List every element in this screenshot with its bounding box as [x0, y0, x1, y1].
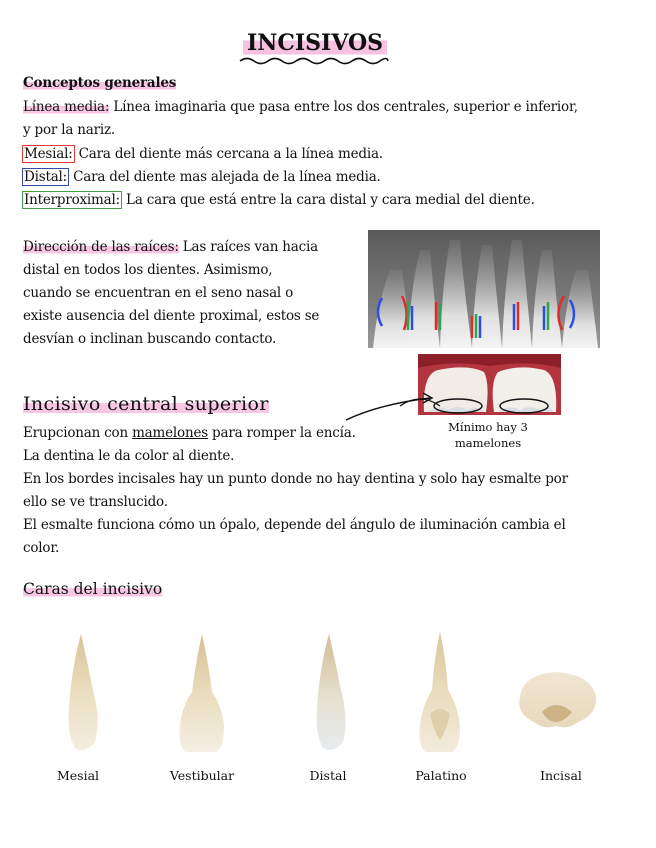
- arrow-icon: [340, 386, 450, 426]
- distal-def: [22, 166, 381, 189]
- conceptos-heading: [23, 72, 176, 95]
- raices-line-1: [23, 236, 318, 259]
- linea-media-def: [23, 96, 578, 119]
- interproximal-text: La cara que está entre la cara distal y cara medial del diente.: [121, 192, 535, 208]
- distal-label: Distal:: [24, 169, 68, 185]
- xray-image: [368, 230, 600, 348]
- title-squiggle: [238, 56, 390, 66]
- distal-text: Cara del diente mas alejada de la línea media.: [69, 169, 381, 185]
- caras-heading: [23, 580, 162, 598]
- page-title: [0, 30, 630, 56]
- tooth-mesial-image: [55, 630, 105, 755]
- incisivo-line-2: La dentina le da color al diente.: [23, 448, 235, 464]
- incisivo-line-1a: Erupcionan con: [23, 425, 133, 441]
- interproximal-def: [22, 189, 535, 212]
- tooth-vestibular-image: [172, 630, 232, 755]
- tooth-label-mesial: Mesial: [56, 768, 100, 783]
- raices-line-3: cuando se encuentran en el seno nasal o: [23, 285, 294, 301]
- incisivo-line-3: En los bordes incisales hay un punto donde no hay dentina y solo hay esmalte por: [23, 471, 568, 487]
- tooth-label-distal: Distal: [309, 768, 347, 783]
- page-title-text: INCISIVOS: [243, 30, 387, 56]
- caras-heading-text: Caras del incisivo: [23, 580, 163, 598]
- mesial-def: [22, 143, 383, 166]
- incisivo-central-heading-text: Incisivo central superior: [23, 393, 269, 415]
- mesial-text: Cara del diente más cercana a la línea media.: [74, 146, 383, 162]
- incisivo-line-6: color.: [23, 540, 60, 556]
- tooth-label-incisal: Incisal: [540, 768, 582, 783]
- incisivo-line-1c: para romper la encía.: [207, 425, 356, 441]
- linea-media-label: Línea media:: [23, 99, 110, 115]
- raices-line-2: distal en todos los dientes. Asimismo,: [23, 262, 273, 278]
- tooth-incisal-image: [514, 668, 600, 734]
- tooth-distal-image: [305, 630, 355, 755]
- raices-line-4: existe ausencia del diente proximal, estos se: [23, 308, 320, 324]
- mamelones-term: mamelones: [132, 425, 208, 441]
- tooth-palatino-image: [412, 628, 468, 756]
- tooth-label-palatino: Palatino: [415, 768, 467, 783]
- raices-line-5: desvían o inclinan buscando contacto.: [23, 331, 277, 347]
- incisivo-central-heading: [23, 393, 269, 415]
- incisivo-line-4: ello se ve translucido.: [23, 494, 168, 510]
- raices-text-1: Las raíces van hacia: [178, 239, 318, 255]
- interproximal-label: Interproximal:: [24, 192, 120, 208]
- tooth-label-vestibular: Vestibular: [169, 768, 235, 783]
- linea-media-text: Línea imaginaria que pasa entre los dos centrales, superior e inferior,: [109, 99, 578, 115]
- linea-media-def-cont: y por la nariz.: [23, 122, 116, 138]
- conceptos-heading-text: Conceptos generales: [23, 75, 177, 91]
- mesial-label: Mesial:: [24, 146, 73, 162]
- mamelones-caption: Mínimo hay 3 mamelones: [448, 420, 528, 450]
- raices-label: Dirección de las raíces:: [23, 239, 179, 255]
- incisivo-line-5: El esmalte funciona cómo un ópalo, depende del ángulo de iluminación cambia el: [23, 517, 566, 533]
- incisivo-line-1: [23, 422, 356, 445]
